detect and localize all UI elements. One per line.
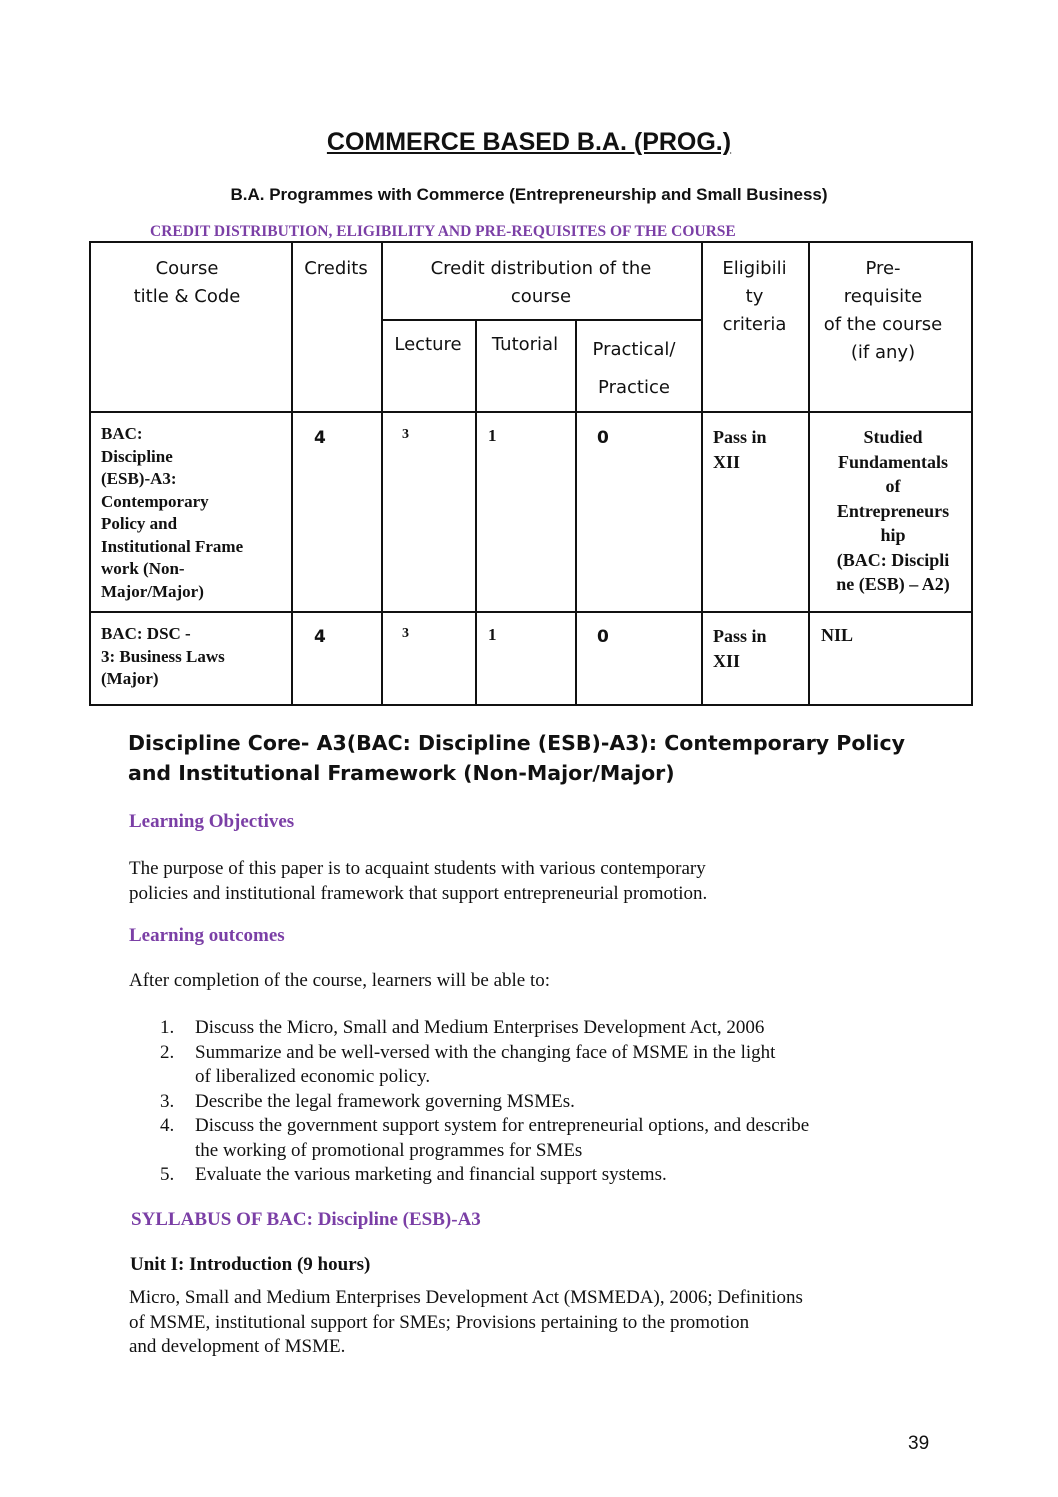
row1-practical: 0 [597,428,609,448]
page-number: 39 [908,1433,930,1454]
discipline-core-heading: Discipline Core- A3(BAC: Discipline (ESB)-A3): Contemporary Policy and Institutional Framework (Non-Major/Major) [128,731,905,785]
header-lecture: Lecture [394,334,462,355]
learning-outcomes-list [160,1016,900,1188]
unit1-text: Micro, Small and Medium Enterprises Development Act (MSMEDA), 2006; Definitions of MSME, institutional support for SMEs; Provisions pertaining to the promotion and development of MSME. [129,1287,803,1357]
row2-lecture: 3 [402,626,409,641]
page-subtitle: B.A. Programmes with Commerce (Entrepreneurship and Small Business) [230,185,828,204]
row2-practical: 0 [597,627,609,647]
header-prerequisite: Pre- requisite of the course (if any) [823,258,943,363]
syllabus-heading: SYLLABUS OF BAC: Discipline (ESB)-A3 [131,1209,481,1230]
list-item: 2. Summarize and be well-versed with the changing face of MSME in the light of liberalized economic policy. [160,1041,776,1087]
row1-lecture: 3 [402,427,409,442]
row1-course-cell: BAC: Discipline (ESB)-A3: Contemporary Policy and Institutional Frame work (Non- Major/Major) [101,424,244,601]
row2-course-cell: BAC: DSC - 3: Business Laws (Major) [101,624,225,688]
row2-credits: 4 [314,627,326,647]
header-tutorial: Tutorial [491,334,559,355]
learning-outcomes-heading: Learning outcomes [129,925,285,946]
header-practical: Practical/ Practice [592,339,676,398]
row2-prerequisite: NIL [821,625,854,645]
row1-eligibility: Pass in XII [713,427,767,472]
header-eligibility: Eligibili ty criteria [722,258,787,335]
row1-prerequisite: Studied Fundamentals of Entrepreneurs hip (BAC: Discipli ne (ESB) – A2) [836,427,950,594]
credit-distribution-heading: CREDIT DISTRIBUTION, ELIGIBILITY AND PRE-REQUISITES OF THE COURSE [150,223,736,240]
list-item: 1. Discuss the Micro, Small and Medium Enterprises Development Act, 2006 [160,1017,765,1038]
row1-credits: 4 [314,428,326,448]
credit-distribution-table [89,241,973,706]
learning-objectives-heading: Learning Objectives [129,811,295,832]
learning-outcomes-intro: After completion of the course, learners will be able to: [129,970,551,991]
header-course-title: Course title & Code [133,258,241,307]
learning-objectives-text: The purpose of this paper is to acquaint students with various contemporary policies and institutional framework that support entrepreneurial promotion. [129,858,708,904]
page-title: COMMERCE BASED B.A. (PROG.) [326,128,732,156]
row2-eligibility: Pass in XII [713,626,767,671]
list-item: 3. Describe the legal framework governing MSMEs. [160,1090,575,1112]
header-credit-distribution: Credit distribution of the course [430,258,652,307]
row2-tutorial: 1 [488,625,497,644]
row1-tutorial: 1 [488,426,497,445]
unit1-heading: Unit I: Introduction (9 hours) [130,1254,371,1275]
header-credits: Credits [304,258,368,279]
list-item: 5. Evaluate the various marketing and financial support systems. [160,1164,667,1185]
list-item: 4. Discuss the government support system for entrepreneurial options, and describe the working of promotional programmes for SMEs [160,1115,810,1161]
